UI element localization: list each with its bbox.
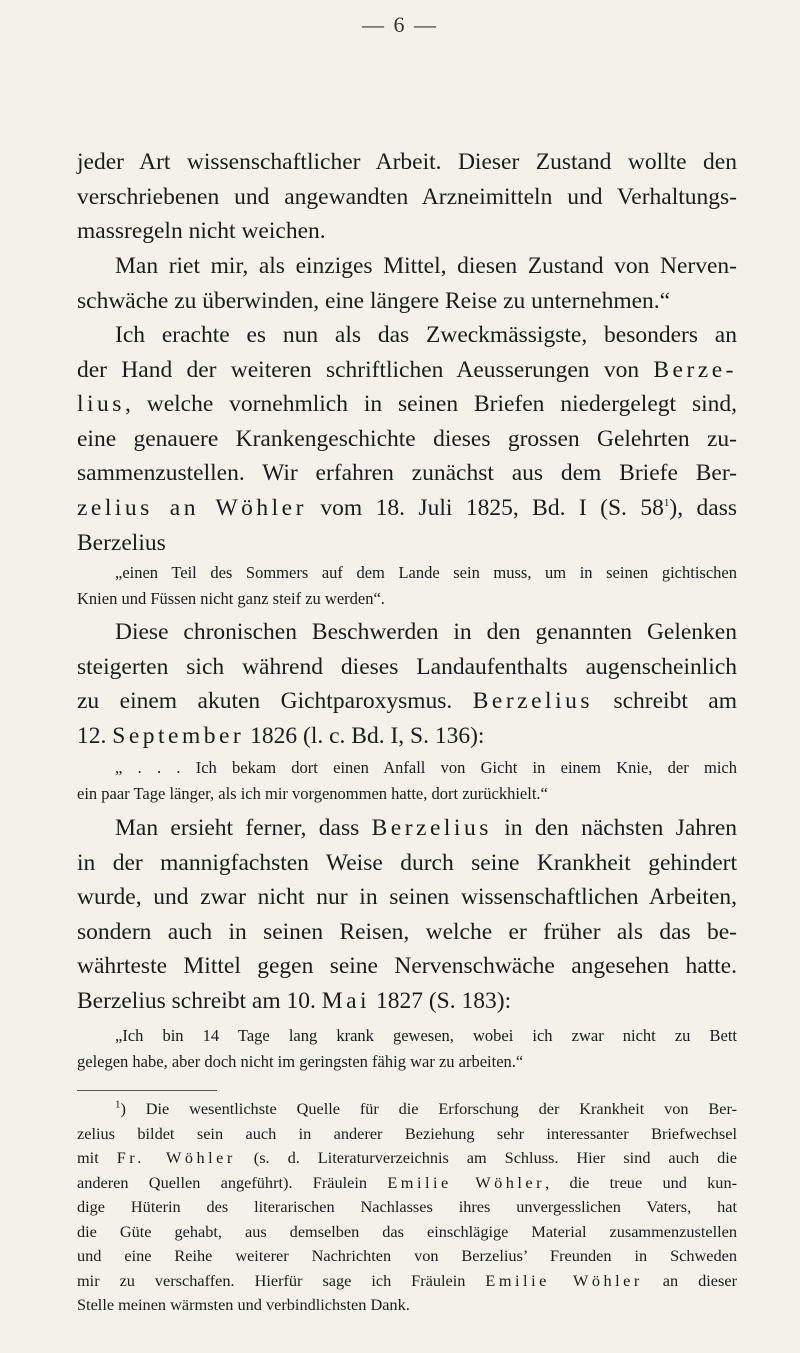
- text-span: Man ersieht ferner, dass: [115, 815, 360, 841]
- text-span: der Hand der weiteren schriftlichen Aeusserungen von: [77, 356, 640, 383]
- paragraph-1: [77, 145, 737, 249]
- text-span: 1826 (l. c. Bd. I, S. 136):: [244, 722, 485, 749]
- name-berzelius: Berzelius: [472, 688, 593, 715]
- text-line: massregeln nicht weichen.: [77, 218, 326, 245]
- text-line: in der mannigfachsten Weise durch seine Krankheit gehindert: [77, 849, 737, 876]
- quote-line: „Ich bin 14 Tage lang krank gewesen, wobei ich zwar nicht zu Bett: [115, 1026, 737, 1045]
- name-emilie-woehler: Emilie Wöhler: [485, 1270, 643, 1290]
- text-span: (s. d. Literaturverzeichnis am Schluss. Hier sind auch die: [235, 1148, 738, 1167]
- footnote-line: [77, 1146, 737, 1171]
- footnote-line: die Güte gehabt, aus demselben das einschlägige Material zusammenzustellen: [77, 1221, 737, 1241]
- name-berzelius: Berze-: [653, 356, 737, 383]
- text-span: mir zu verschaffen. Hierfür sage ich Fräulein: [77, 1270, 466, 1290]
- footnote-line: [77, 1171, 737, 1196]
- footnote-line: zelius bildet sein auch in anderer Beziehung sehr interessanter Briefwechsel: [77, 1123, 737, 1143]
- month-september: September: [112, 722, 245, 749]
- paragraph-3: [77, 318, 737, 560]
- text-line: verschriebenen und angewandten Arzneimitteln und Verhaltungs-: [77, 183, 737, 210]
- text-span: in den nächsten Jahren: [491, 815, 737, 841]
- text-line: [77, 491, 737, 526]
- quote-3: [77, 1023, 737, 1074]
- month-mai: Mai: [321, 987, 371, 1014]
- paragraph-2: [77, 249, 737, 318]
- text-line: [77, 719, 737, 754]
- text-line: währteste Mittel gegen seine Nervenschwäche angesehen hatte.: [77, 953, 737, 980]
- quote-line: „einen Teil des Sommers auf dem Lande sein muss, um in seinen gichtischen: [115, 563, 737, 582]
- name-berzelius: lius: [77, 391, 125, 418]
- paragraph-4: [77, 615, 737, 753]
- quote-2: [77, 755, 737, 806]
- name-woehler: Fr. Wöhler: [116, 1148, 236, 1167]
- text-span: , welche vornehmlich in seinen Briefen niedergelegt sind,: [124, 391, 737, 418]
- footnote-line: dige Hüterin des literarischen Nachlasses ihres unvergesslichen Vaters, hat: [77, 1197, 737, 1216]
- page-number: — 6 —: [362, 12, 438, 37]
- text-line: jeder Art wissenschaftlicher Arbeit. Dieser Zustand wollte den: [77, 149, 737, 175]
- quote-line: ein paar Tage länger, als ich mir vorgenommen hatte, dort zurückhielt.“: [77, 783, 548, 803]
- name-berzelius: Berzelius: [371, 815, 492, 841]
- text-line: Diese chronischen Beschwerden in den genannten Gelenken: [115, 619, 737, 645]
- text-span: 12.: [77, 722, 107, 749]
- quote-line: gelegen habe, aber doch nicht im geringsten fähig war zu arbeiten.“: [77, 1051, 524, 1071]
- text-span: an dieser: [642, 1270, 737, 1290]
- text-span: mit: [77, 1148, 99, 1167]
- text-line: eine genauere Krankengeschichte dieses grossen Gelehrten zu-: [77, 425, 737, 452]
- text-span: zu einem akuten Gichtparoxysmus.: [77, 688, 453, 715]
- text-span: anderen Quellen angeführt). Fräulein: [77, 1172, 368, 1192]
- name-emilie-woehler: Emilie Wöhler: [387, 1172, 546, 1192]
- footnote-line: [77, 1269, 737, 1294]
- name-berzelius-woehler: zelius an Wöhler: [77, 494, 307, 521]
- footnote-line: und eine Reihe weiterer Nachrichten von Berzelius’ Freunden in Schweden: [77, 1246, 737, 1265]
- footnote: [77, 1097, 737, 1318]
- paragraph-5: [77, 811, 737, 1019]
- text-line: steigerten sich während dieses Landaufenthalts augenscheinlich: [77, 653, 737, 680]
- footnote-divider: [77, 1090, 217, 1091]
- text-span: schreibt am: [593, 688, 738, 715]
- footnote-line: [77, 1097, 737, 1122]
- text-line: [77, 353, 737, 388]
- text-line: [77, 684, 737, 719]
- text-line: [77, 387, 737, 422]
- text-span: vom 18. Juli 1825, Bd. I (S. 58: [306, 494, 664, 521]
- footnote-ref: 1: [663, 497, 670, 510]
- quote-line: Knien und Füssen nicht ganz steif zu werden“.: [77, 588, 385, 608]
- text-span: ), dass: [669, 494, 737, 521]
- footnote-marker: 1: [115, 1098, 121, 1111]
- text-span: ) Die wesentlichste Quelle für die Erforschung der Krankheit von Ber-: [120, 1099, 737, 1118]
- footnote-line: Stelle meinen wärmsten und verbindlichsten Dank.: [77, 1295, 410, 1314]
- text-line: sondern auch in seinen Reisen, welche er früher als das be-: [77, 918, 737, 945]
- text-line: [77, 811, 737, 846]
- text-span: Berzelius schreibt am 10.: [77, 987, 316, 1014]
- text-line: schwäche zu überwinden, eine längere Reise zu unternehmen.“: [77, 287, 671, 314]
- text-line: Ich erachte es nun als das Zweckmässigste, besonders an: [115, 322, 737, 348]
- text-line: wurde, und zwar nicht nur in seinen wissenschaftlichen Arbeiten,: [77, 884, 737, 911]
- text-line: [77, 984, 737, 1019]
- quote-line: „ . . . Ich bekam dort einen Anfall von Gicht in einem Knie, der mich: [115, 758, 737, 777]
- text-span: , die treue und kun-: [545, 1172, 738, 1192]
- text-line: sammenzustellen. Wir erfahren zunächst aus dem Briefe Ber-: [77, 460, 737, 487]
- quote-1: [77, 560, 737, 611]
- text-line: Man riet mir, als einziges Mittel, diesen Zustand von Nerven-: [115, 253, 737, 279]
- text-span: 1827 (S. 183):: [370, 987, 512, 1014]
- text-line: Berzelius: [77, 529, 166, 556]
